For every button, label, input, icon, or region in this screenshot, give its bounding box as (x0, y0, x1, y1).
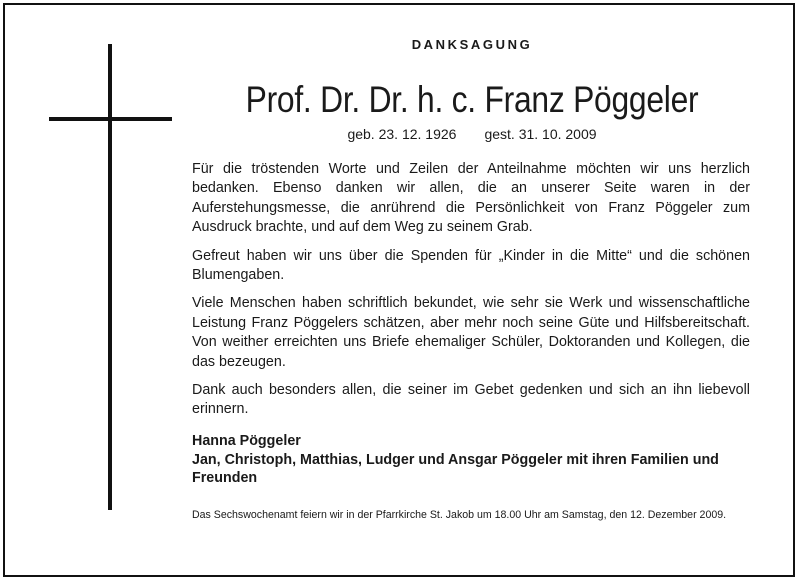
birth-date: geb. 23. 12. 1926 (347, 126, 457, 142)
signer-line: Jan, Christoph, Matthias, Ludger und Ansgar Pöggeler mit ihren Familien und Freunden (192, 451, 719, 486)
deceased-name: Prof. Dr. Dr. h. c. Franz Pöggeler (245, 79, 699, 120)
cross-icon-vertical-bar (108, 44, 112, 510)
life-dates (192, 126, 752, 142)
memorial-mass-note: Das Sechswochenamt feiern wir in der Pfarrkirche St. Jakob um 18.00 Uhr am Samstag, den 12. Dezember 2009. (192, 509, 727, 521)
paragraph: Für die tröstenden Worte und Zeilen der Anteilnahme möchten wir uns herzlich bedanken. Ebenso danken wir allen, die an unserer Seite waren in der Auferstehungsmesse, die anrührend die Persönlichkeit von Franz Pöggeler zum Ausdruck brachte, und auf dem Weg zu seinem Grab. (192, 161, 750, 236)
notice-heading: DANKSAGUNG (411, 37, 533, 52)
cross-icon-horizontal-bar (49, 117, 172, 121)
paragraph: Dank auch besonders allen, die seiner im Gebet gedenken und sich an ihn liebevoll erinnern. (192, 382, 750, 418)
paragraph: Gefreut haben wir uns über die Spenden für „Kinder in die Mitte“ und die schönen Blumengaben. (192, 247, 750, 284)
paragraph: Viele Menschen haben schriftlich bekundet, wie sehr sie Werk und wissenschaftliche Leistung Franz Pöggelers schätzen, aber mehr noch seine Güte und Hilfsbereitschaft. Von weither erreichten uns Briefe ehemaliger Schüler, Doktoranden und Kollegen, die das bezeugen. (192, 295, 750, 370)
death-date: gest. 31. 10. 2009 (484, 126, 597, 142)
thanks-text (192, 160, 750, 429)
signers (192, 432, 758, 488)
signer-line: Hanna Pöggeler (192, 433, 301, 449)
